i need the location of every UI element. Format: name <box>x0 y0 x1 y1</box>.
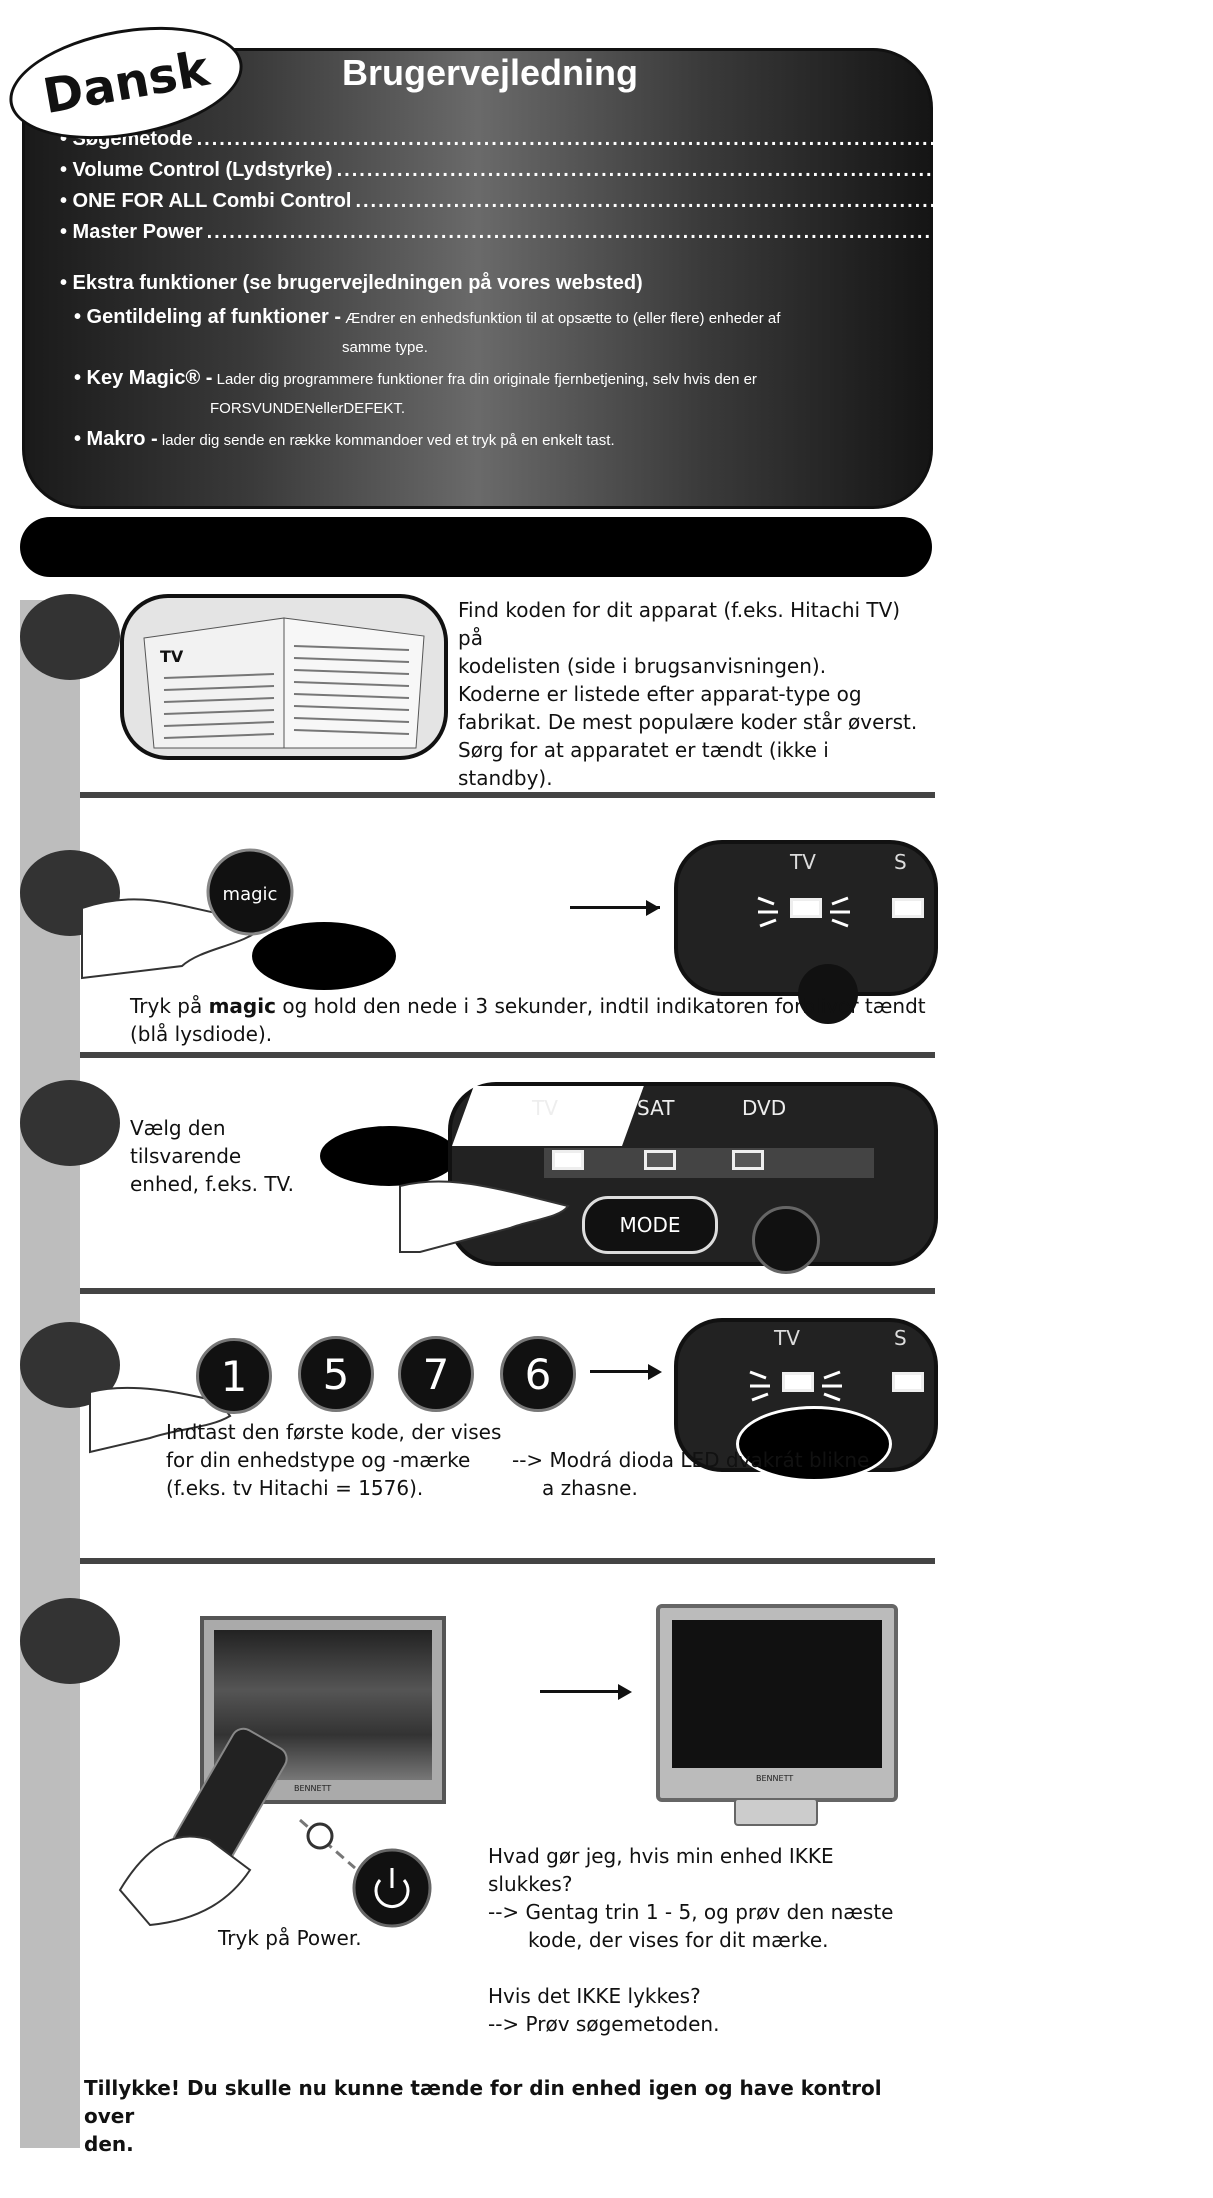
panel-sat-label: S <box>894 1326 907 1350</box>
panel-dvd-label: DVD <box>742 1096 787 1120</box>
page-title: Brugervejledning <box>341 52 639 93</box>
extra-heading: • Ekstra funktioner (se brugervejledningen på vores websted) <box>60 272 643 294</box>
step-1-marker <box>20 594 120 680</box>
step-4-text: Indtast den første kode, der vises for din enhedstype og -mærke (f.eks. tv Hitachi = 1576). <box>166 1420 502 1500</box>
extra-item: • Makro - lader dig sende en række kommandoer ved et tryk på en enkelt tast. <box>74 428 615 450</box>
led-blink-icon <box>740 1352 850 1412</box>
section-bar <box>20 517 932 577</box>
tv-off-image <box>656 1604 898 1802</box>
toc-item[interactable]: • Master Power .............................................................................................................. 40 <box>60 221 1065 243</box>
tv-brand-label: BENNETT <box>294 1784 332 1793</box>
divider <box>80 1558 935 1564</box>
code-book-image <box>120 594 448 760</box>
tv-brand-label: BENNETT <box>756 1774 794 1783</box>
language-badge: Dansk <box>1 10 252 155</box>
divider <box>80 1052 935 1058</box>
step-1-text: Find koden for dit apparat (f.eks. Hitachi TV) på kodelisten (side i brugsanvisningen). Koderne er listede efter apparat-type og fabrikat. De mest populære koder står øverst. Sørg for at apparatet er tændt (ikke i standby). <box>458 598 918 790</box>
power-caption: Tryk på Power. <box>218 1926 362 1950</box>
book-tv-label: TV <box>160 647 184 666</box>
panel-tv-label: TV <box>532 1096 558 1120</box>
panel-tv-label: TV <box>790 850 816 874</box>
step-3-marker <box>20 1080 120 1166</box>
extra-functions <box>60 272 860 455</box>
digit-button-7[interactable]: 7 <box>398 1336 474 1412</box>
panel-tv-label: TV <box>774 1326 800 1350</box>
dvd-led <box>732 1150 764 1170</box>
step-3-text: Vælg den tilsvarende enhed, f.eks. TV. <box>130 1116 295 1196</box>
panel-sat-label: S <box>894 850 907 874</box>
hand-pressing-mode-illustration <box>400 1156 580 1252</box>
table-of-contents <box>60 128 1213 252</box>
step-4-result: --> Modrá dioda LED dvakrát blikne a zhasne. <box>512 1448 870 1500</box>
tv-stand <box>734 1798 818 1826</box>
extra-item: • Gentildeling af funktioner - Ændrer en enhedsfunktion til at opsætte to (eller flere) enheder af samme type. <box>74 306 781 356</box>
divider <box>80 792 935 798</box>
panel-sat-label: SAT <box>637 1096 675 1120</box>
hand-pressing-magic-illustration <box>82 848 412 990</box>
power-icon <box>752 1206 820 1274</box>
step-5-text: Hvad gør jeg, hvis min enhed IKKE slukkes? --> Gentag trin 1 - 5, og prøv den næste kode, der vises for dit mærke. Hvis det IKKE lykkes? --> Prøv søgemetoden. <box>488 1844 894 2036</box>
arrow-head <box>646 900 660 916</box>
remote-and-power-illustration <box>110 1720 440 1930</box>
extra-item: • Key Magic® - Lader dig programmere funktioner fra din originale fjernbetjening, selv hvis den er FORSVUNDENellerDEFEKT. <box>74 367 757 417</box>
sat-led <box>892 1372 924 1392</box>
tv-led-panel <box>674 840 938 996</box>
toc-item[interactable]: • ONE FOR ALL Combi Control .............................................................................................................. 40 <box>60 190 1213 212</box>
divider <box>80 1288 935 1294</box>
congrats-text: Tillykke! Du skulle nu kunne tænde for din enhed igen og have kontrol over den. <box>84 2076 882 2156</box>
code-book-illustration <box>124 598 444 756</box>
digit-button-5[interactable]: 5 <box>298 1336 374 1412</box>
sat-led <box>644 1150 676 1170</box>
digit-button-6[interactable]: 6 <box>500 1336 576 1412</box>
mode-button[interactable]: MODE <box>582 1196 718 1254</box>
toc-item[interactable]: • Volume Control (Lydstyrke) .............................................................................................................. 39 <box>60 159 1195 181</box>
step-5-marker <box>20 1598 120 1684</box>
led-glow-icon <box>748 878 858 938</box>
sat-led <box>892 898 924 918</box>
arrow-right <box>540 1690 620 1693</box>
arrow-head <box>648 1364 662 1380</box>
toc-item[interactable]: • Søgemetode .............................................................................................................. 39 <box>60 128 1055 150</box>
step-2-text: Tryk på magic og hold den nede i 3 sekunder, indtil indikatoren forbliver tændt (blå lysdiode). <box>130 994 926 1046</box>
arrow-head <box>618 1684 632 1700</box>
arrow-right <box>590 1370 650 1373</box>
digit-button-1[interactable]: 1 <box>196 1338 272 1414</box>
magic-button-label: magic <box>222 884 278 905</box>
